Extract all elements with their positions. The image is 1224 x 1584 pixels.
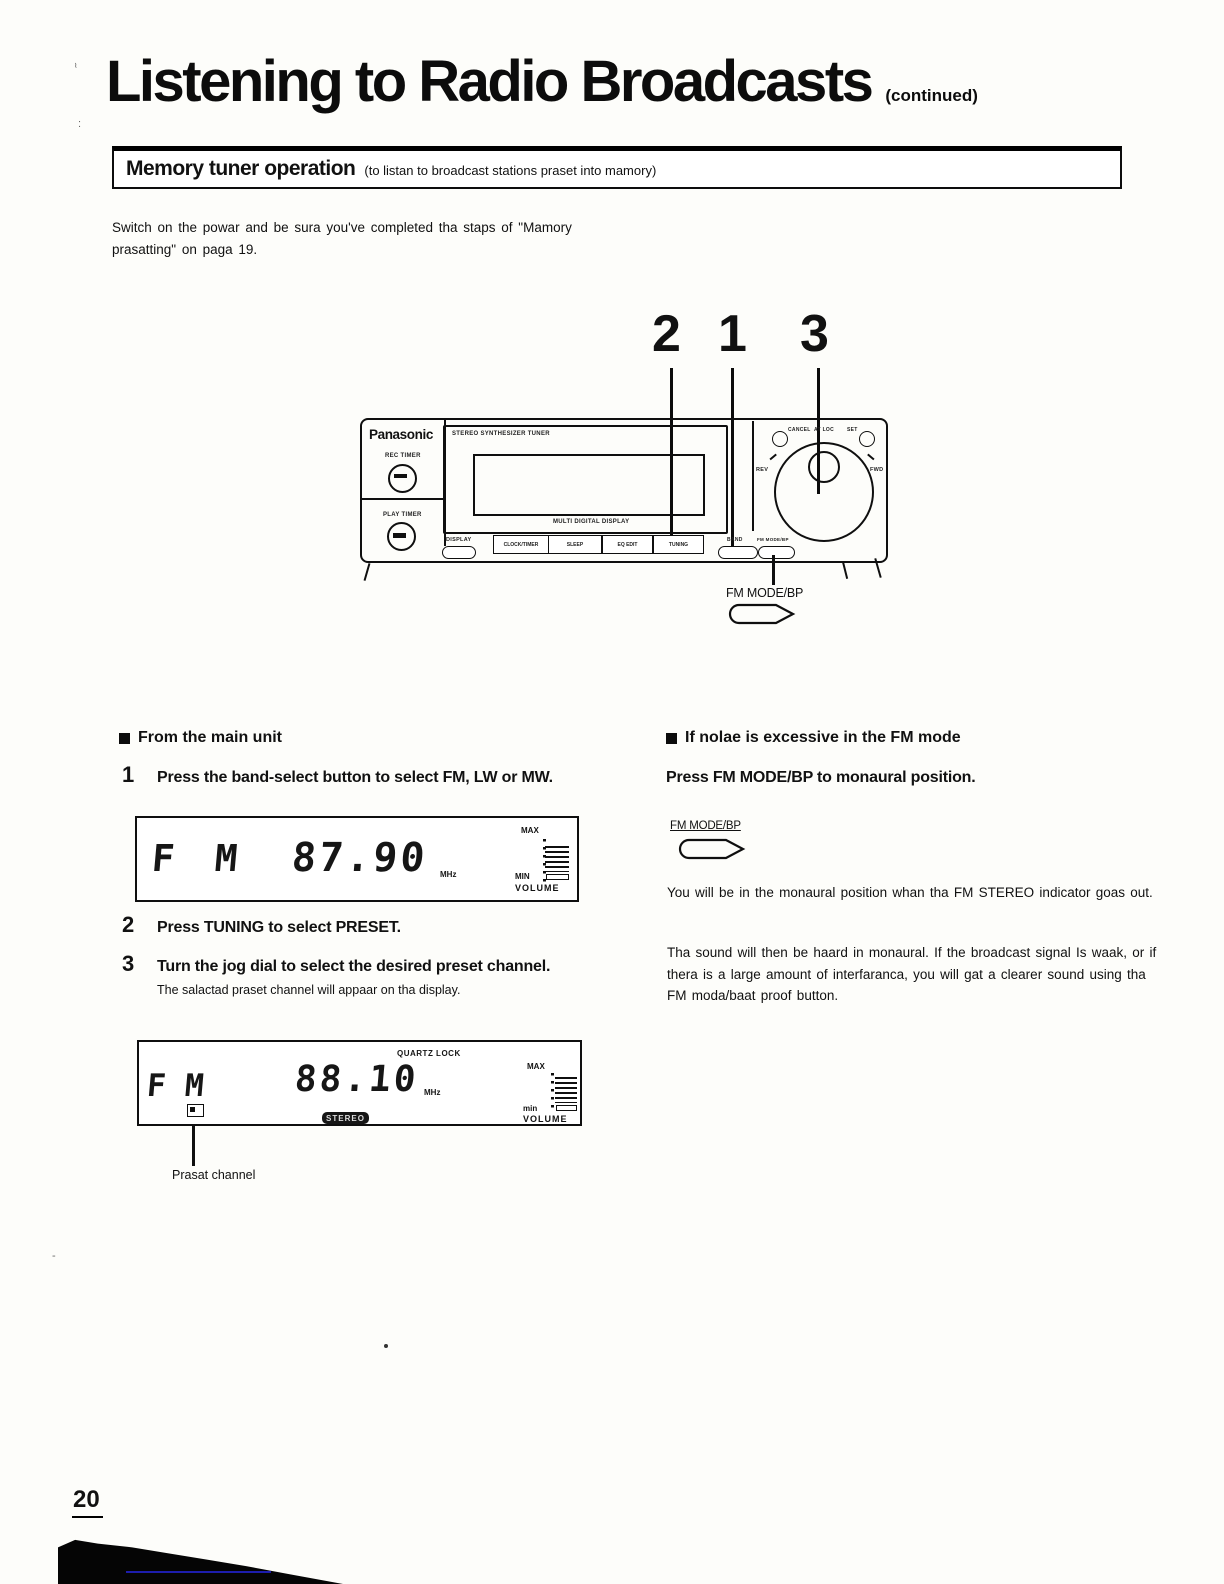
band-button (718, 546, 758, 559)
band-m-segment: M (183, 1068, 206, 1104)
callout-number-2: 2 (652, 305, 681, 363)
fm-mode-button-caption: FM MODE/BP (670, 820, 741, 832)
page-title (106, 48, 978, 115)
set-label: SET (847, 427, 858, 433)
lcd-display-2 (137, 1040, 582, 1126)
frequency-segment: 87.90 (289, 835, 430, 881)
fm-mode-button-icon (676, 837, 748, 861)
blue-line-artifact (126, 1571, 271, 1573)
step-3 (157, 955, 597, 997)
intro-paragraph: Switch on the powar and be sura you've completed tha staps of "Mamory prasatting" on paga 19. (112, 219, 572, 257)
clock-timer-button: CLOCK/TIMER (493, 535, 549, 554)
step-1-text: Press the band-select button to select FM, LW or MW. (157, 769, 553, 786)
fm-mode-callout-line (772, 555, 775, 585)
fm-mode-button-label: FM MODE/BP (757, 537, 789, 542)
main-unit-heading: From the main unit (119, 729, 282, 747)
rec-timer-knob (388, 464, 417, 493)
frequency-segment: 88.10 (293, 1059, 421, 1100)
display-window (473, 454, 705, 516)
fm-mode-callout-label: FM MODE/BP (726, 586, 804, 600)
fwd-label: FWD (870, 467, 884, 473)
panel-divider (752, 421, 754, 531)
bullet-square-icon (666, 733, 677, 744)
scan-artifact (384, 1344, 388, 1348)
jog-dial-hub (808, 451, 840, 483)
monaural-paragraph-2: Tha sound will then be haard in monaural. If the broadcast signal Is waak, or if thera is a large amount of interfaranca, you will gat a clearer sound using tha FM moda/baat proof button. (667, 945, 1157, 1004)
device-foot (842, 561, 848, 579)
lcd-display-1 (135, 816, 579, 902)
panel-divider (362, 498, 445, 500)
band-button-label: BAND (727, 537, 743, 543)
fm-mode-button-icon (726, 602, 798, 626)
tuning-button: TUNING (653, 535, 704, 554)
play-timer-label: PLAY TIMER (383, 512, 422, 518)
page-title-text: Listening to Radio Broadcasts (106, 49, 872, 114)
display-button (442, 546, 476, 559)
device-foot (364, 563, 371, 581)
mhz-label: MHz (424, 1088, 441, 1097)
preset-channel-indicator (187, 1104, 204, 1117)
cancel-button (772, 431, 788, 447)
section-header-box (112, 146, 1122, 189)
monaural-paragraph-1: You will be in the monaural position whan tha FM STEREO indicator goas out. (667, 885, 1153, 900)
at-loc-label: AT LOC (814, 427, 835, 433)
scan-artifact: ~ (68, 61, 81, 70)
fm-mode-button (758, 546, 795, 559)
step-2-text: Press TUNING to select PRESET. (157, 919, 401, 936)
eq-edit-button: EQ EDIT (602, 535, 653, 554)
rev-label: REV (756, 467, 769, 473)
display-bezel (443, 425, 728, 534)
scan-artifact: - (52, 1250, 56, 1262)
step-3-text: Turn the jog dial to select the desired preset channel. (157, 958, 551, 975)
step-3-number: 3 (122, 951, 135, 976)
step-2-number: 2 (122, 912, 135, 937)
volume-indicator: MAX min VOLUME (513, 1062, 577, 1122)
preset-callout-line (192, 1124, 195, 1166)
tuner-diagram (340, 305, 920, 653)
sleep-button: SLEEP (548, 535, 602, 554)
preset-channel-caption: Prasat channel (172, 1168, 256, 1182)
band-m-segment: M (213, 837, 240, 880)
quartz-lock-label: QUARTZ LOCK (397, 1049, 461, 1058)
bullet-square-icon (119, 733, 130, 744)
display-button-label: DISPLAY (446, 537, 472, 543)
band-f-segment: F (150, 837, 177, 880)
cancel-label: CANCEL (788, 427, 811, 433)
section-subtitle: (to listan to broadcast stations praset into mamory) (364, 163, 657, 178)
set-button (859, 431, 875, 447)
band-f-segment: F (145, 1068, 168, 1104)
brand-logo: Panasonic (369, 427, 433, 442)
tuner-front-panel (360, 418, 888, 563)
play-timer-knob (387, 522, 416, 551)
display-caption: MULTI DIGITAL DISPLAY (553, 519, 630, 525)
fm-mode-instruction: Press FM MODE/BP to monaural position. (666, 769, 976, 786)
unit-name-label: STEREO SYNTHESIZER TUNER (452, 431, 550, 437)
continued-label: (continued) (885, 86, 978, 105)
scan-artifact: : (78, 118, 82, 130)
section-title: Memory tuner operation (126, 157, 356, 180)
mhz-label: MHz (440, 870, 457, 879)
stereo-badge: STEREO (322, 1112, 369, 1124)
callout-number-3: 3 (800, 305, 829, 363)
fm-noise-heading: If nolae is excessive in the FM mode (666, 729, 961, 747)
step-3-note: The salactad praset channel will appaar on tha display. (157, 983, 461, 998)
volume-indicator: MAX MIN VOLUME (503, 826, 569, 892)
rec-timer-label: REC TIMER (385, 453, 421, 459)
ink-smudge (58, 1537, 343, 1584)
step-1-number: 1 (122, 762, 135, 787)
callout-number-1: 1 (718, 305, 747, 363)
page-number: 20 (72, 1486, 103, 1518)
